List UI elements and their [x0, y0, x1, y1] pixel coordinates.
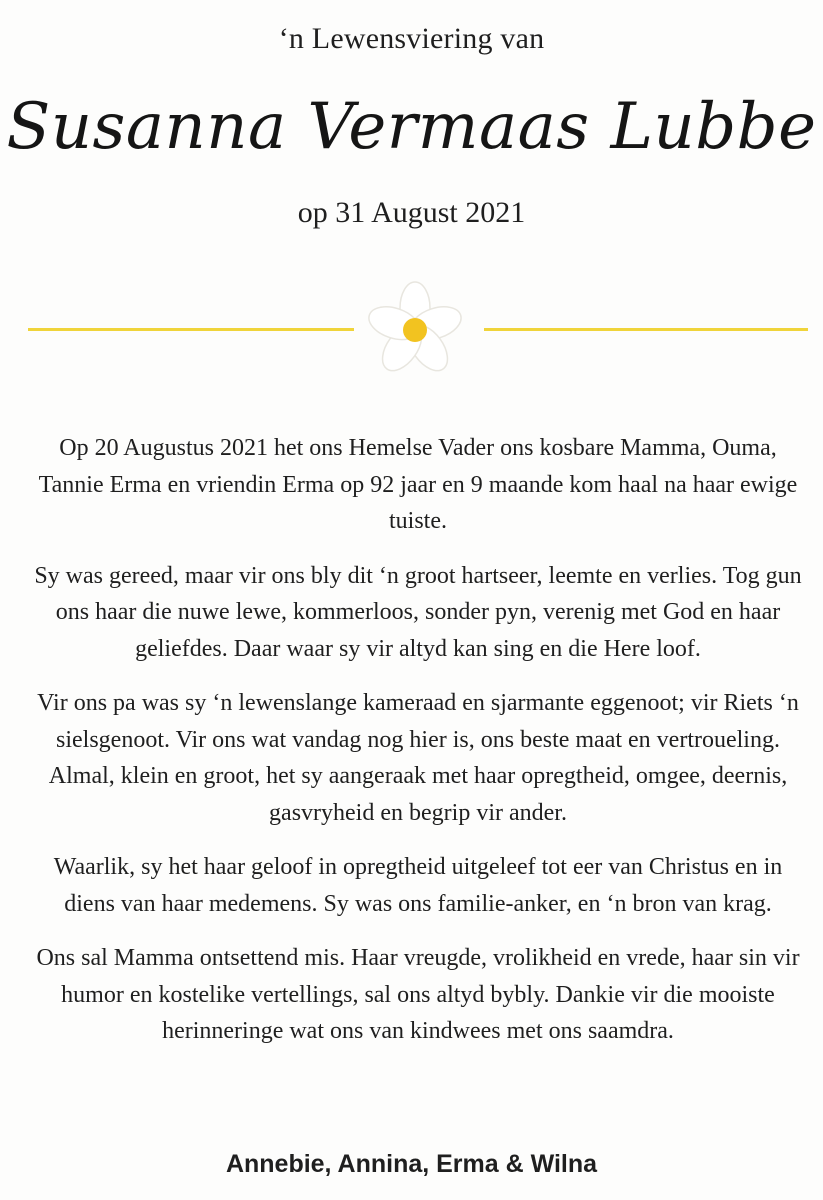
- paragraph-1: Op 20 Augustus 2021 het ons Hemelse Vader ons kosbare Mamma, Ouma, Tannie Erma en vriendin Erma op 92 jaar en 9 maande kom haal na haar ewige tuiste.: [38, 435, 798, 534]
- frangipani-flower-icon: [360, 280, 470, 380]
- intro-line: ‘n Lewensviering van: [278, 22, 545, 55]
- tribute-text: [28, 430, 808, 1068]
- paragraph-4: Waarlik, sy het haar geloof in opregtheid uitgeleef tot eer van Christus en in diens van haar medemens. Sy was ons familie-anker, en ‘n bron van krag.: [53, 854, 783, 917]
- divider-left: [28, 328, 354, 331]
- divider-right: [484, 328, 808, 331]
- paragraph-5: Ons sal Mamma ontsettend mis. Haar vreugde, vrolikheid en vrede, haar sin vir humor en kostelike vertellings, sal ons altyd bybly. Dankie vir die mooiste herinneringe wat ons van kindwees met ons saamdra.: [36, 945, 800, 1044]
- signature: Annebie, Annina, Erma & Wilna: [225, 1150, 598, 1178]
- celebration-date: op 31 August 2021: [297, 196, 526, 229]
- paragraph-3: Vir ons pa was sy ‘n lewenslange kameraad en sjarmante eggenoot; vir Riets ‘n sielsgenoot. Vir ons wat vandag nog hier is, ons beste maat en vertroueling. Almal, klein en groot, het sy aangeraak met haar opregtheid, omgee, deernis, gasvryheid en begrip vir ander.: [37, 690, 799, 826]
- deceased-name: Susanna Vermaas Lubbe: [6, 90, 817, 164]
- paragraph-2: Sy was gereed, maar vir ons bly dit ‘n groot hartseer, leemte en verlies. Tog gun ons haar die nuwe lewe, kommerloos, sonder pyn, verenig met God en haar geliefdes. Daar waar sy vir altyd kan sing en die Here loof.: [34, 562, 802, 662]
